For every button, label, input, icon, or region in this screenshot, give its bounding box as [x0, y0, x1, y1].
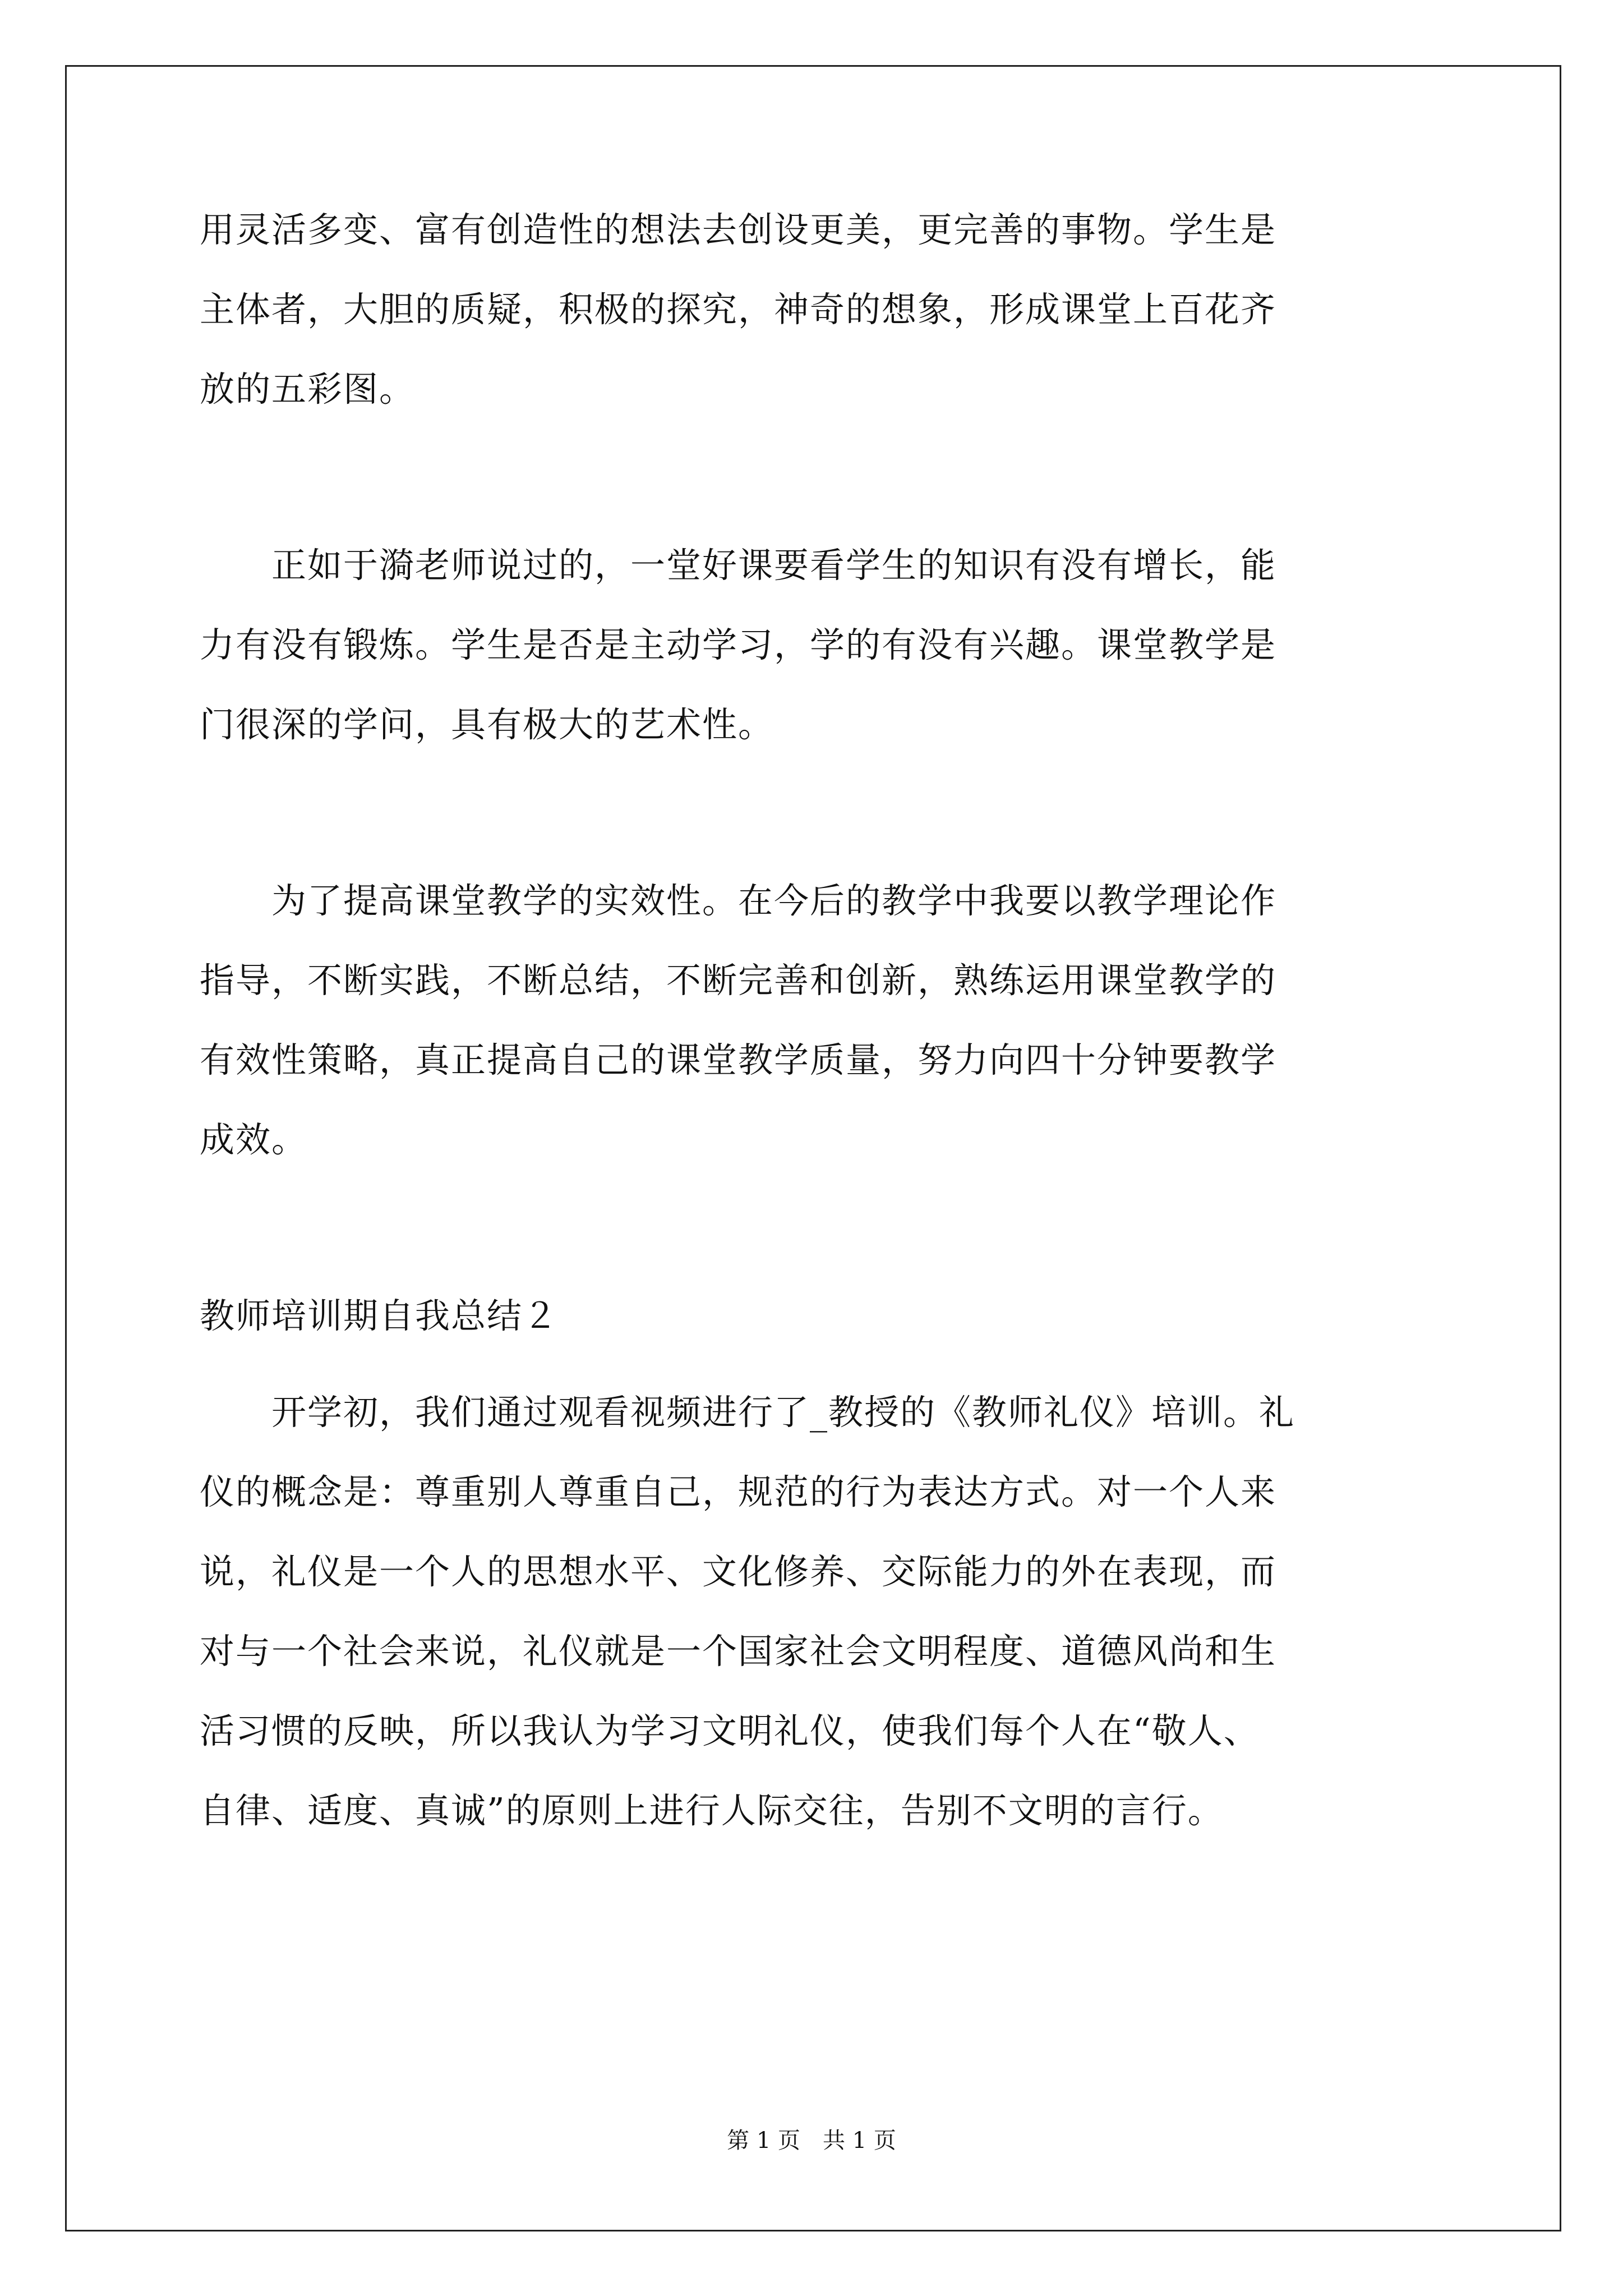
text-line: 用灵活多变、富有创造性的想法去创设更美，更完善的事物。学生是 — [200, 209, 1277, 250]
text-line: 放的五彩图。 — [200, 369, 416, 409]
text-line: 开学初，我们通过观看视频进行了_教授的《教师礼仪》培训。礼 — [200, 1392, 1295, 1433]
text-line: 活习惯的反映，所以我认为学习文明礼仪，使我们每个人在“敬人、 — [200, 1710, 1260, 1751]
text-line: 成效。 — [200, 1119, 308, 1160]
page-number-footer: 第 1 页 共 1 页 — [727, 2128, 896, 2154]
section-heading: 教师培训期自我总结２ — [200, 1295, 559, 1336]
text-line: 对与一个社会来说，礼仪就是一个国家社会文明程度、道德风尚和生 — [200, 1631, 1277, 1672]
text-line: 有效性策略，真正提高自己的课堂教学质量，努力向四十分钟要教学 — [200, 1039, 1277, 1080]
text-line: 自律、适度、真诚”的原则上进行人际交往，告别不文明的言行。 — [200, 1790, 1224, 1831]
text-line: 正如于漪老师说过的，一堂好课要看学生的知识有没有增长，能 — [200, 545, 1277, 586]
text-line: 为了提高课堂教学的实效性。在今后的教学中我要以教学理论作 — [200, 880, 1277, 921]
text-line: 门很深的学问，具有极大的艺术性。 — [200, 704, 774, 745]
text-line: 主体者，大胆的质疑，积极的探究，神奇的想象，形成课堂上百花齐 — [200, 289, 1277, 330]
text-line: 说，礼仪是一个人的思想水平、文化修养、交际能力的外在表现，而 — [200, 1551, 1277, 1592]
text-line: 仪的概念是：尊重别人尊重自己，规范的行为表达方式。对一个人来 — [200, 1471, 1277, 1512]
text-line: 指导，不断实践，不断总结，不断完善和创新，熟练运用课堂教学的 — [200, 960, 1277, 1001]
text-line: 力有没有锻炼。学生是否是主动学习，学的有没有兴趣。课堂教学是 — [200, 624, 1277, 665]
